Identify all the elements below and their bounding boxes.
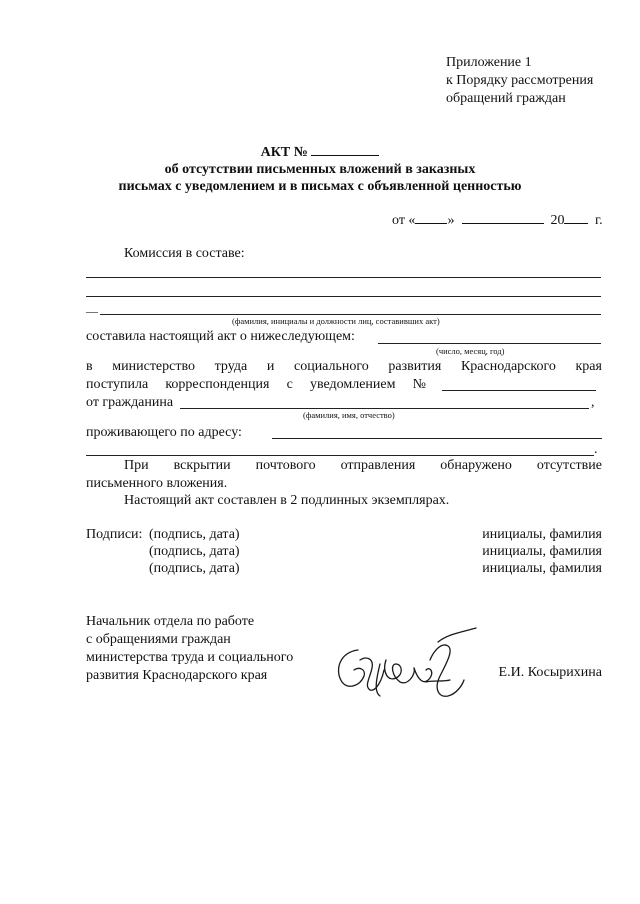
month-blank (462, 211, 544, 224)
residing-label: проживающего по адресу: (86, 425, 242, 440)
word: и (266, 359, 275, 374)
received-line (86, 377, 426, 393)
signature-placeholder: (подпись, дата) (149, 544, 240, 559)
head-position (86, 613, 293, 685)
word: с (286, 377, 293, 392)
word: № (412, 377, 426, 392)
act-number-blank (311, 143, 379, 156)
number-blank-line (442, 390, 596, 391)
appendix-line: Приложение 1 (446, 55, 532, 70)
commission-caption: (фамилия, инициалы и должности лиц, составивших акт) (232, 316, 440, 326)
date-prefix: от « (392, 213, 416, 228)
date-blank-line (378, 343, 601, 344)
appendix-header (446, 54, 593, 108)
act-subtitle-line: письмах с уведомлением и в письмах с объявленной ценностью (118, 179, 522, 194)
signature-name-placeholder: инициалы, фамилия (482, 527, 602, 542)
word: обнаружено (440, 458, 512, 473)
date-line (392, 211, 603, 229)
appendix-line: к Порядку рассмотрения (446, 73, 594, 88)
date-suffix: г. (594, 213, 603, 228)
head-name: Е.И. Косырихина (498, 665, 602, 680)
opening-line: письменного вложения. (86, 476, 228, 491)
date-year: 20 (550, 213, 565, 228)
word: При (124, 458, 149, 473)
handwritten-signature (330, 620, 480, 710)
word: развития (388, 359, 442, 374)
signature-placeholder: (подпись, дата) (149, 561, 240, 576)
word: министерство (112, 359, 195, 374)
address-line (272, 438, 602, 439)
ministry-line (86, 359, 602, 375)
date-caption: (число, месяц, год) (436, 346, 505, 356)
year-blank (564, 211, 588, 224)
head-position-line: министерства труда и социального (86, 650, 294, 665)
act-title (0, 143, 640, 161)
head-position-line: развития Краснодарского края (86, 668, 268, 683)
compiled-text: составила настоящий акт о нижеследующем: (86, 329, 355, 344)
head-position-line: с обращениями граждан (86, 632, 231, 647)
commission-line (86, 277, 601, 278)
word: труда (214, 359, 248, 374)
opening-line (124, 458, 602, 474)
commission-line (100, 314, 601, 315)
word: края (575, 359, 602, 374)
period: . (594, 442, 598, 457)
word: почтового (255, 458, 316, 473)
signature-name-placeholder: инициалы, фамилия (482, 544, 602, 559)
word: корреспонденция (165, 377, 270, 392)
from-citizen-label: от гражданина (86, 395, 174, 410)
word: социального (293, 359, 369, 374)
word: отправления (340, 458, 416, 473)
address-line (86, 455, 594, 456)
comma: , (591, 395, 595, 410)
act-subtitle-line: об отсутствии письменных вложений в заказных (164, 162, 476, 177)
appendix-line: обращений граждан (446, 91, 566, 106)
signature-name-placeholder: инициалы, фамилия (482, 561, 602, 576)
copies-line: Настоящий акт составлен в 2 подлинных экземплярах. (124, 493, 450, 508)
signature-placeholder: (подпись, дата) (149, 527, 240, 542)
commission-label: Комиссия в составе: (124, 246, 245, 261)
word: вскрытии (173, 458, 231, 473)
date-mid: » (447, 213, 455, 228)
word: в (86, 359, 93, 374)
signatures-label: Подписи: (86, 527, 143, 542)
word: поступила (86, 377, 149, 392)
word: отсутствие (536, 458, 602, 473)
commission-line (86, 296, 601, 297)
head-position-line: Начальник отдела по работе (86, 614, 255, 629)
act-title-label: АКТ № (260, 145, 308, 160)
day-blank (415, 211, 447, 224)
word: Краснодарского (460, 359, 556, 374)
citizen-name-line (180, 408, 589, 409)
word: уведомлением (309, 377, 396, 392)
name-caption: (фамилия, имя, отчество) (303, 410, 395, 420)
commission-dash: — (86, 304, 98, 318)
